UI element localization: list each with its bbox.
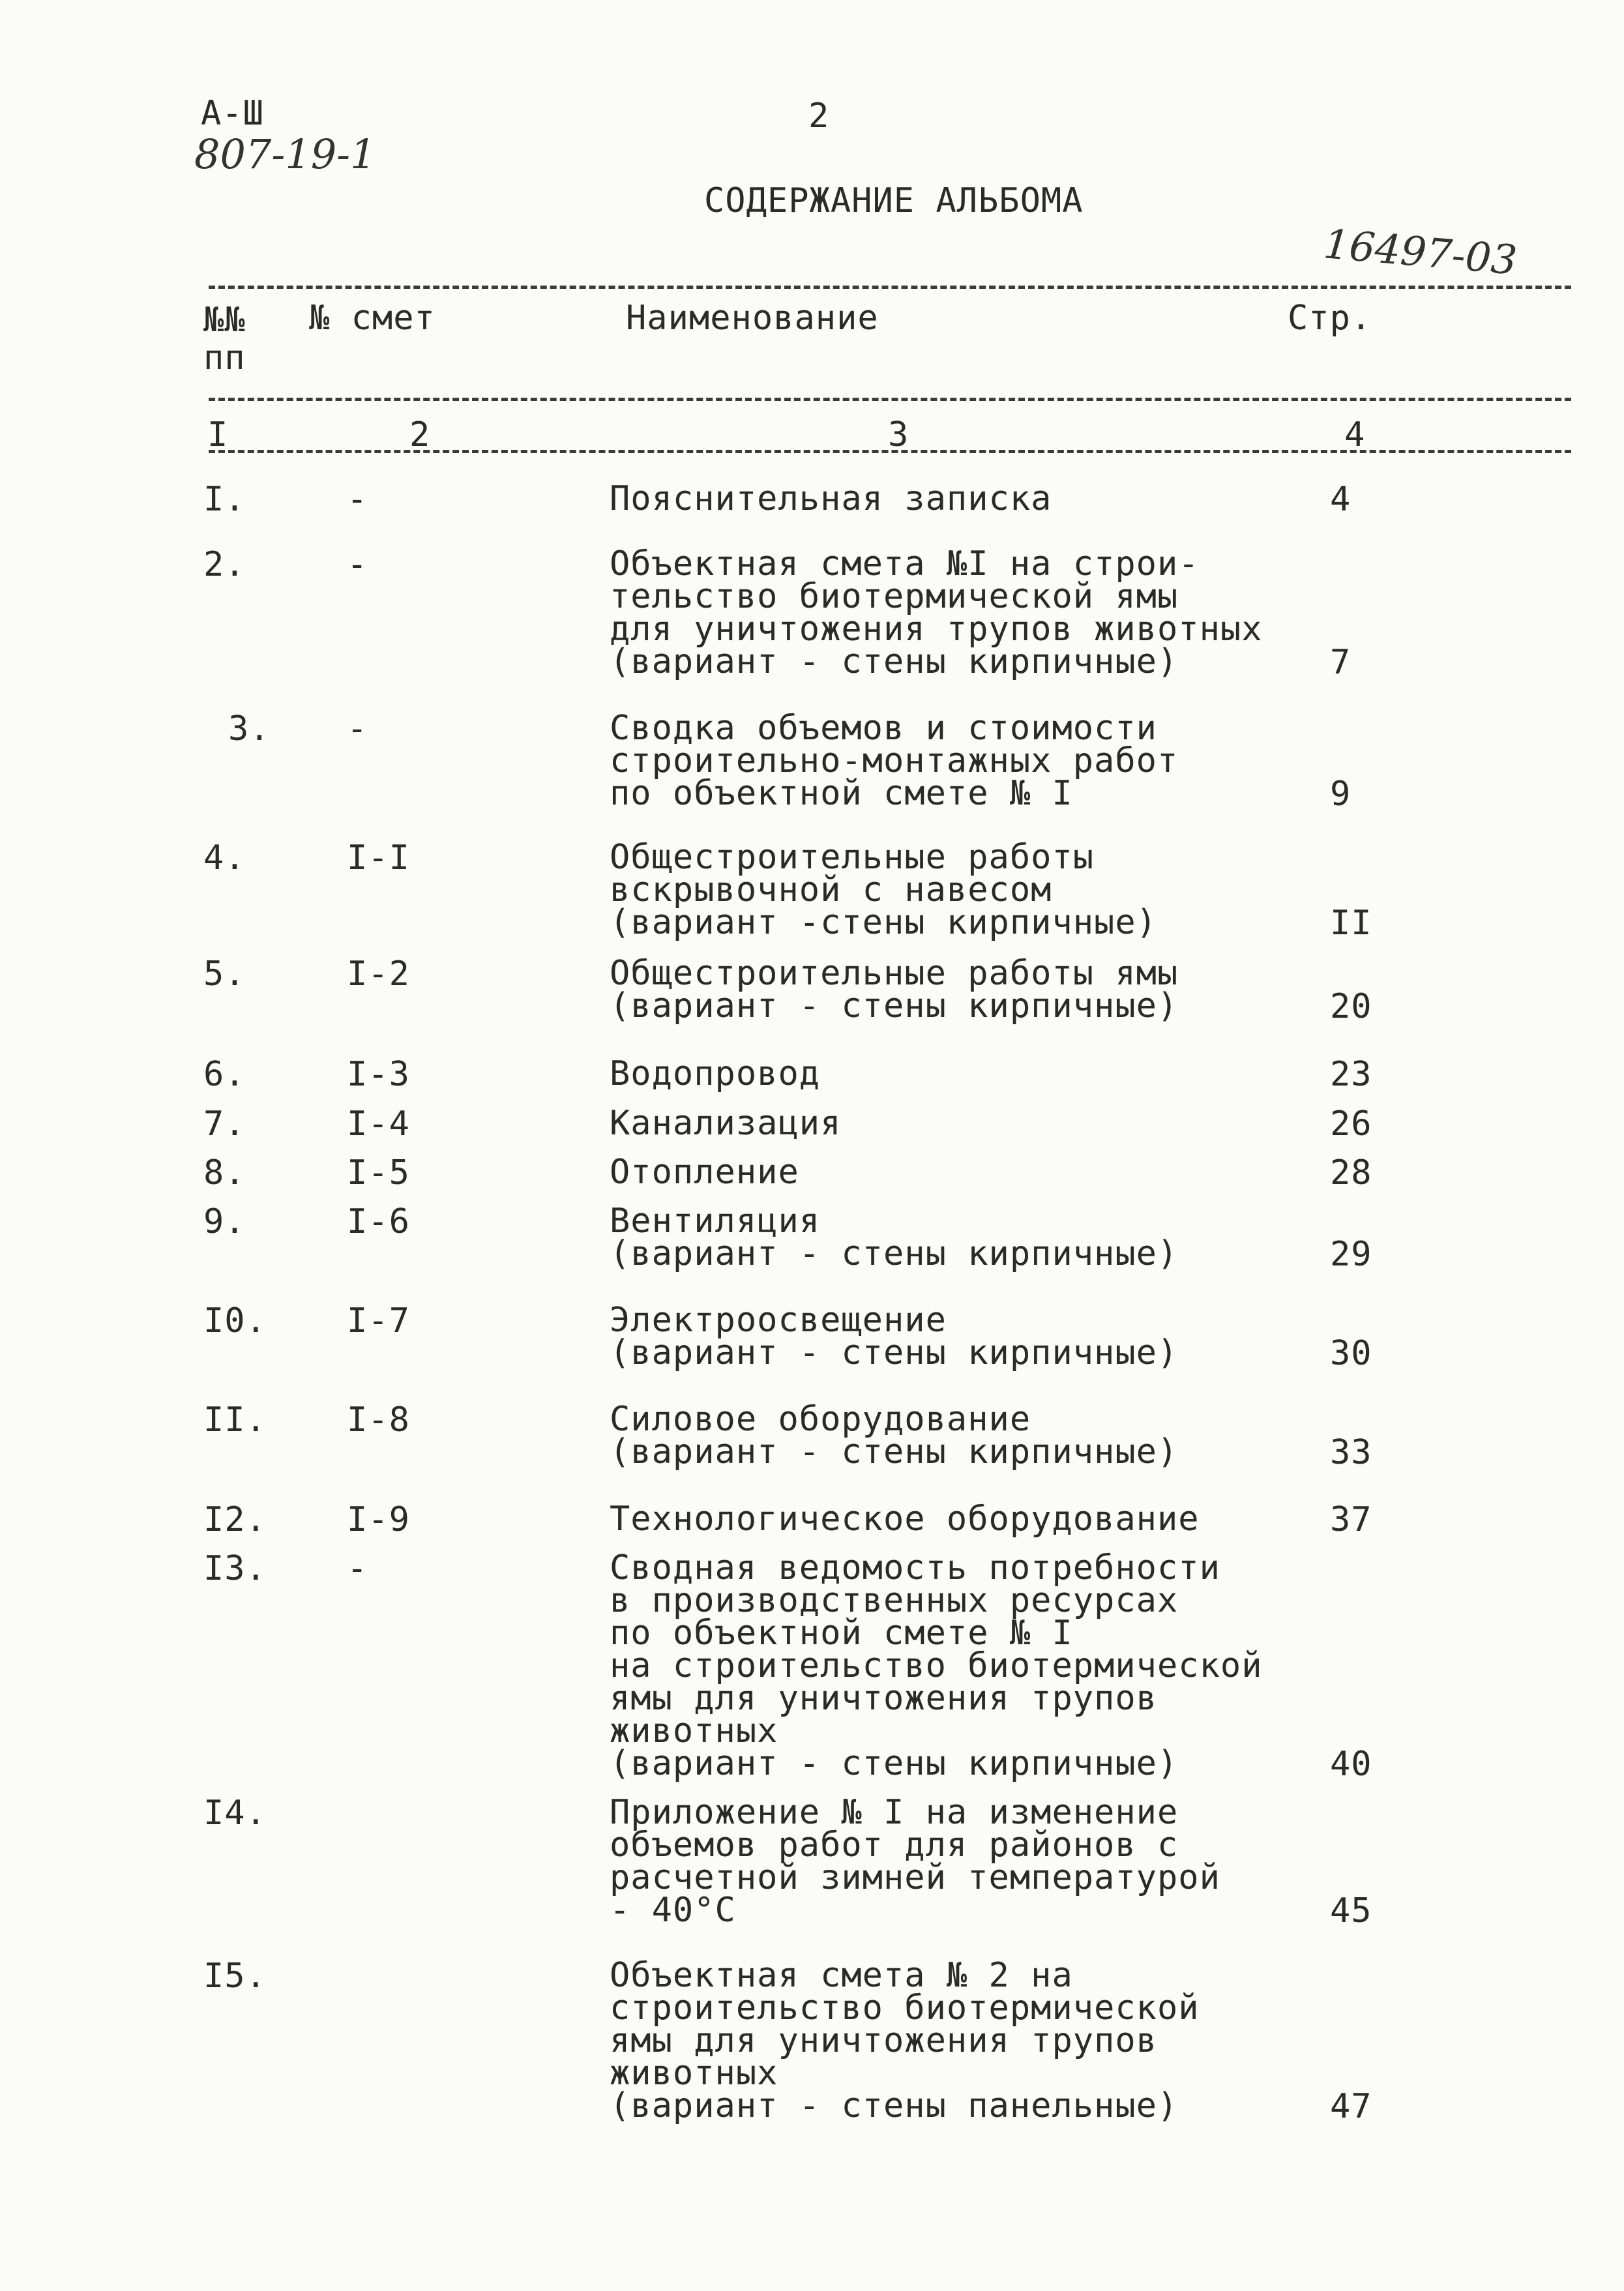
row-page: 37 [1330,1500,1372,1539]
row-number: 2. [203,545,246,584]
row-page: 28 [1330,1153,1372,1192]
row-title: Объектная смета №I на строи- тельство биотермической ямы для уничтожения трупов животных (вариант - стены кирпичные) [610,544,1263,681]
row-page: 9 [1330,775,1351,814]
row-page: 30 [1330,1334,1372,1373]
row-page: 45 [1330,1891,1372,1930]
row-number: I2. [203,1500,267,1539]
row-page: 33 [1330,1433,1372,1472]
row-page: 4 [1330,480,1351,519]
row-estimate: I-3 [347,1055,410,1094]
row-title: Приложение № I на изменение объемов работ для районов с расчетной зимней температурой - 40°С [610,1793,1220,1930]
row-number: I. [203,480,246,519]
row-estimate: I-9 [347,1500,410,1539]
row-number: I3. [203,1549,267,1588]
row-estimate: - [347,1549,368,1588]
row-page: 23 [1330,1055,1372,1094]
series-code: А-Ш [201,94,264,133]
header-name: Наименование [626,299,879,338]
page-number: 2 [808,96,830,136]
row-estimate: I-4 [347,1104,410,1144]
column-number-3: 3 [888,415,909,454]
column-number-1: I [207,415,228,454]
row-title: Отопление [610,1153,799,1192]
row-estimate: I-6 [347,1202,410,1241]
column-numbers-rule [209,450,1571,453]
row-title: Общестроительные работы вскрывочной с навесом (вариант -стены кирпичные) [610,838,1157,942]
header-estimate: № смет [309,299,436,338]
row-number: 4. [203,838,246,878]
row-number: 7. [203,1104,246,1144]
row-number: 3. [228,709,271,748]
row-title: Электроосвещение (вариант - стены кирпичные) [610,1301,1179,1372]
row-title: Технологическое оборудование [610,1500,1200,1539]
page-title: СОДЕРЖАНИЕ АЛЬБОМА [704,181,1084,220]
row-number: I5. [203,1957,267,1996]
row-estimate: - [347,545,368,584]
row-number: 9. [203,1202,246,1241]
row-page: 26 [1330,1104,1372,1144]
row-page: 40 [1330,1745,1372,1784]
row-estimate: I-7 [347,1301,410,1340]
row-number: I4. [203,1794,267,1833]
row-title: Вентиляция (вариант - стены кирпичные) [610,1202,1179,1273]
row-title: Объектная смета № 2 на строительство биотермической ямы для уничтожения трупов животных (вариант - стены панельные) [610,1956,1200,2125]
row-number: II. [203,1400,267,1440]
row-estimate: I-I [347,838,410,878]
row-number: I0. [203,1301,267,1340]
row-title: Сводная ведомость потребности в производственных ресурсах по объектной смете № I на строительство биотермической ямы для уничтожения трупов животных (вариант - стены кирпичные) [610,1548,1263,1783]
row-estimate: I-8 [347,1400,410,1440]
row-page: 47 [1330,2087,1372,2126]
row-estimate: - [347,709,368,748]
row-title: Общестроительные работы ямы (вариант - стены кирпичные) [610,954,1179,1026]
row-title: Водопровод [610,1054,821,1093]
row-page: II [1330,904,1372,943]
row-page: 20 [1330,987,1372,1026]
table-top-rule [209,286,1571,289]
row-number: 8. [203,1153,246,1192]
row-number: 5. [203,954,246,994]
album-number: 807-19-1 [194,130,376,178]
row-estimate: I-5 [347,1153,410,1192]
row-title: Пояснительная записка [610,479,1052,518]
row-page: 7 [1330,643,1351,682]
column-number-2: 2 [409,415,430,454]
header-bottom-rule [209,398,1571,401]
column-number-4: 4 [1344,415,1365,454]
header-page: Стр. [1288,299,1372,338]
row-title: Сводка объемов и стоимости строительно-монтажных работ по объектной смете № I [610,709,1179,813]
inventory-number: 16497-03 [1321,220,1519,284]
header-num: №№ пп [203,301,246,377]
row-page: 29 [1330,1235,1372,1274]
row-estimate: I-2 [347,954,410,994]
row-number: 6. [203,1055,246,1094]
row-title: Силовое оборудование (вариант - стены кирпичные) [610,1400,1179,1471]
row-title: Канализация [610,1104,842,1143]
row-estimate: - [347,480,368,519]
